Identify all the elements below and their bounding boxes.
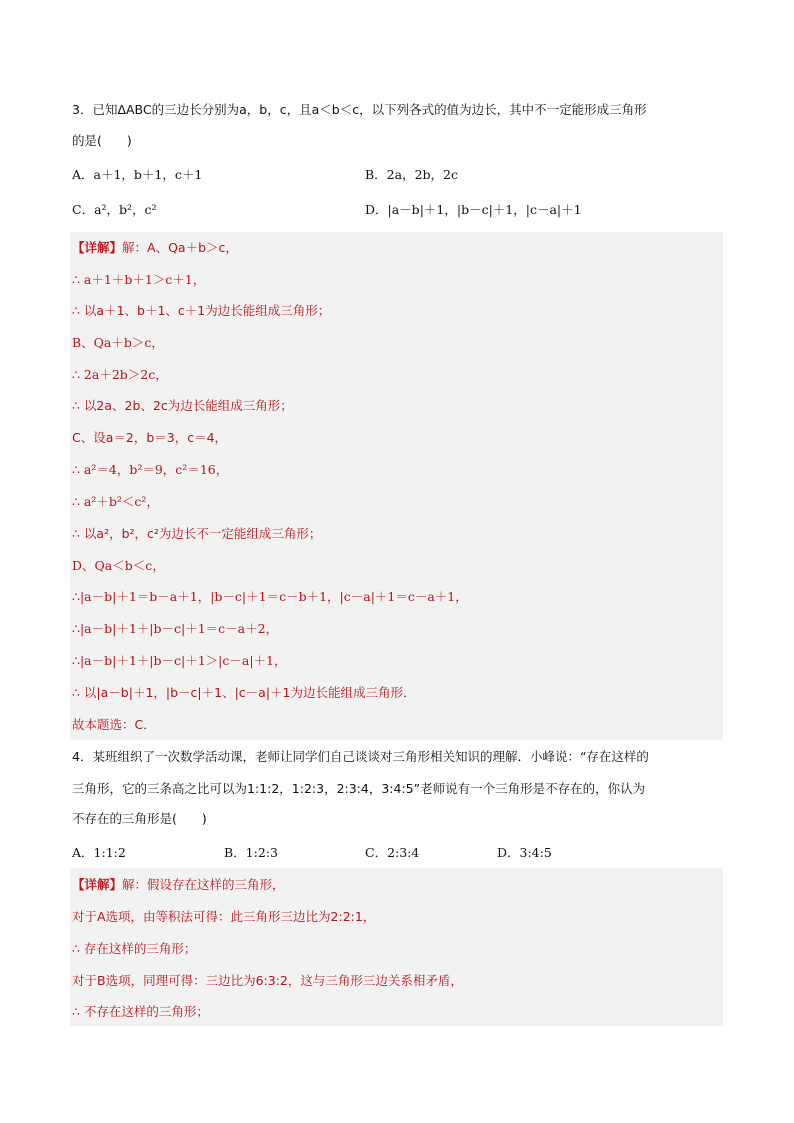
q3-solution-line7: C、设a＝2，b＝3，c＝4，	[72, 430, 228, 445]
q4-stem-line1: 4．某班组织了一次数学活动课，老师让同学们自己谈谈对三角形相关知识的理解．小峰说：“存在这样的	[72, 749, 649, 764]
q3-solution-line11: D、Qa＜b＜c，	[72, 558, 165, 573]
q4-solution-line3: ∴ 存在这样的三角形；	[72, 941, 197, 956]
q3-solution-line6: ∴ 以2a、2b、2c为边长能组成三角形；	[72, 398, 293, 413]
q3-option-c: C．a²，b²，c²	[72, 202, 157, 217]
q3-solution-line14: ∴|a－b|＋1＋|b－c|＋1＞|c－a|＋1，	[72, 653, 287, 668]
q3-solution-line2: ∴ a＋1＋b＋1＞c＋1，	[72, 272, 206, 287]
q3-solution-line13: ∴|a－b|＋1＋|b－c|＋1＝c－a＋2，	[72, 621, 279, 636]
q4-solution-line5: ∴ 不存在这样的三角形；	[72, 1004, 209, 1019]
q4-solution-line2: 对于A选项，由等积法可得：此三角形三边比为2:2:1，	[72, 909, 376, 924]
q3-option-a: A．a＋1，b＋1，c＋1	[72, 167, 203, 182]
q3-solution-line4: B、Qa＋b＞c，	[72, 335, 164, 350]
q4-option-a: A．1:1:2	[72, 845, 126, 860]
q4-solution-line1	[72, 876, 285, 894]
q3-solution-line9: ∴ a²＋b²＜c²，	[72, 494, 159, 509]
solution-text: 解：假设存在这样的三角形，	[122, 877, 285, 892]
q4-stem-line3: 不存在的三角形是( )	[72, 811, 207, 826]
q3-solution-line16: 故本题选：C．	[72, 717, 156, 732]
q4-option-c: C．2:3:4	[365, 845, 420, 860]
solution-tag: 【详解】	[72, 877, 123, 892]
q3-solution-line5: ∴ 2a＋2b＞2c，	[72, 367, 168, 382]
q3-solution-line1	[72, 239, 238, 257]
q3-option-d: D．|a－b|＋1，|b－c|＋1，|c－a|＋1	[365, 202, 582, 217]
q3-solution-line12: ∴|a－b|＋1＝b－a＋1，|b－c|＋1＝c－b＋1，|c－a|＋1＝c－a＋1，	[72, 589, 468, 604]
q4-option-b: B．1:2:3	[224, 845, 278, 860]
q3-option-b: B．2a，2b，2c	[365, 167, 458, 182]
q3-stem-line1: 3．已知ΔABC的三边长分别为a，b，c，且a＜b＜c，以下列各式的值为边长，其中不一定能形成三角形	[72, 102, 647, 117]
q3-solution-line8: ∴ a²＝4，b²＝9，c²＝16，	[72, 462, 229, 477]
q4-solution-line4: 对于B选项，同理可得：三边比为6:3:2，这与三角形三边关系相矛盾，	[72, 973, 463, 988]
q3-solution-line10: ∴ 以a²，b²，c²为边长不一定能组成三角形；	[72, 526, 322, 541]
q3-stem-line2: 的是( )	[72, 133, 132, 148]
q4-stem-line2: 三角形，它的三条高之比可以为1:1:2，1:2:3，2:3:4，3:4:5”老师说有一个三角形是不存在的，你认为	[72, 781, 646, 796]
solution-text: 解：A、Qa＋b＞c，	[122, 240, 238, 255]
q3-solution-line3: ∴ 以a＋1、b＋1、c＋1为边长能组成三角形；	[72, 303, 331, 318]
solution-tag: 【详解】	[72, 240, 123, 255]
q4-option-d: D．3:4:5	[497, 845, 552, 860]
q3-solution-line15: ∴ 以|a－b|＋1，|b－c|＋1、|c－a|＋1为边长能组成三角形．	[72, 685, 416, 700]
